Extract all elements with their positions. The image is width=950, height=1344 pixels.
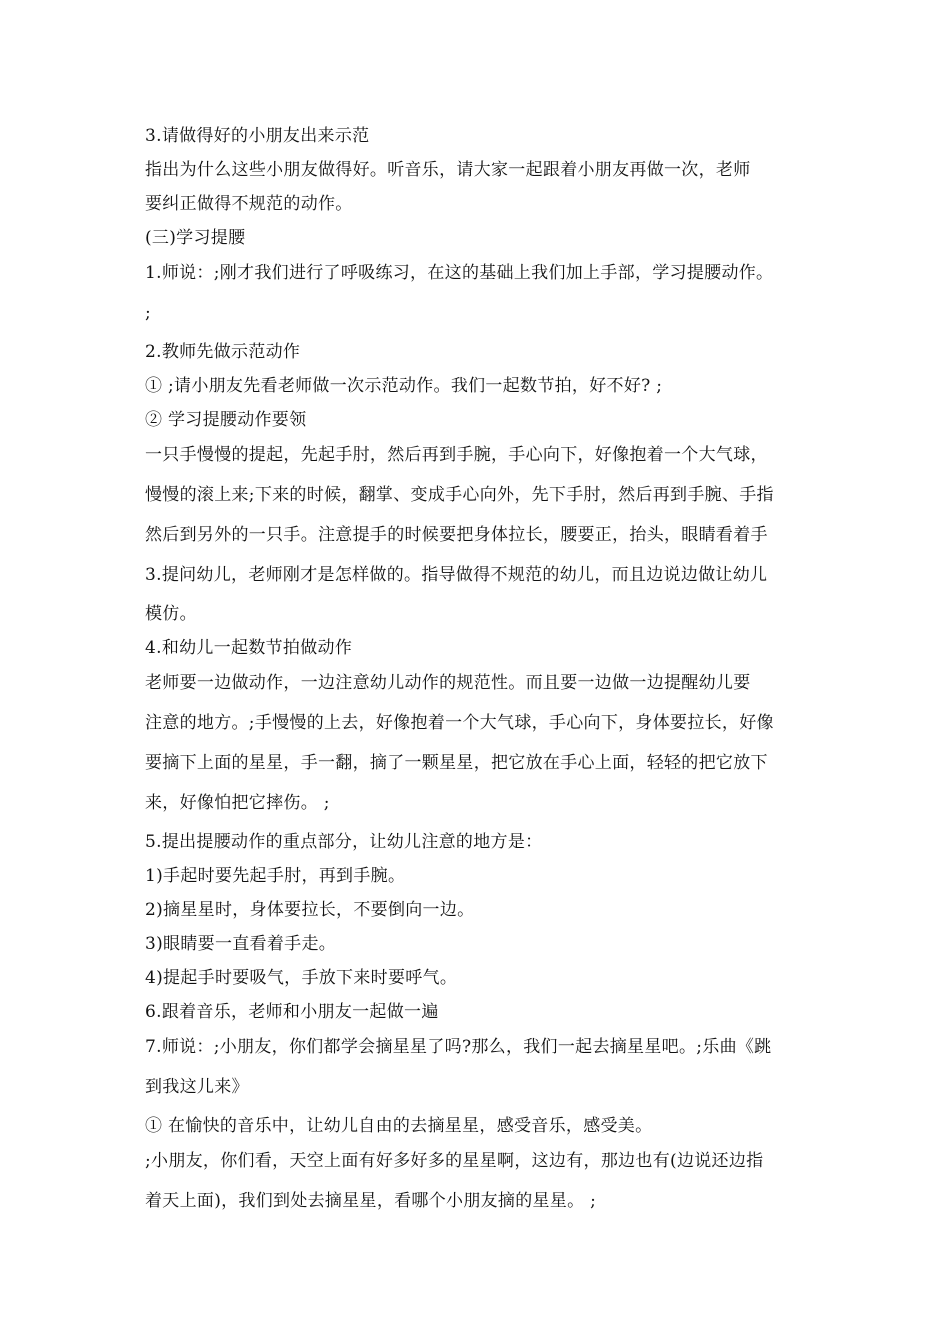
heading-4-count-beats: 4.和幼儿一起数节拍做动作: [145, 638, 353, 658]
paragraph-line: 然后到另外的一只手。注意提手的时候要把身体拉长，腰要正，抬头，眼睛看着手: [145, 525, 768, 545]
section-heading-tiyao: (三)学习提腰: [145, 228, 246, 248]
list-item-2: ② 学习提腰动作要领: [145, 410, 307, 430]
heading-6-follow-music: 6.跟着音乐，老师和小朋友一起做一遍: [145, 1002, 439, 1022]
paragraph-line: 慢慢的滚上来;下来的时候，翻掌、变成手心向外，先下手肘，然后再到手腕、手指: [145, 485, 774, 505]
paragraph-line: 一只手慢慢的提起，先起手肘，然后再到手腕，手心向下，好像抱着一个大气球，: [145, 445, 768, 465]
paragraph-line: 要纠正做得不规范的动作。: [145, 194, 353, 214]
paragraph-line: 7.师说：;小朋友，你们都学会摘星星了吗?那么，我们一起去摘星星吧。;乐曲《跳: [145, 1037, 772, 1057]
key-point-4: 4)提起手时要吸气，手放下来时要呼气。: [145, 968, 458, 988]
key-point-1: 1)手起时要先起手肘，再到手腕。: [145, 866, 406, 886]
heading-5-key-points: 5.提出提腰动作的重点部分，让幼儿注意的地方是：: [145, 832, 543, 852]
paragraph-line: 来，好像怕把它摔伤。 ;: [145, 793, 330, 813]
list-item-1: ① ;请小朋友先看老师做一次示范动作。我们一起数节拍，好不好? ;: [145, 376, 663, 396]
paragraph-line: 老师要一边做动作，一边注意幼儿动作的规范性。而且要一边做一边提醒幼儿要: [145, 673, 751, 693]
heading-3-demo: 3.请做得好的小朋友出来示范: [145, 126, 370, 146]
paragraph-line: 到我这儿来》: [145, 1077, 249, 1097]
paragraph-line: 指出为什么这些小朋友做得好。听音乐，请大家一起跟着小朋友再做一次，老师: [145, 160, 751, 180]
document-body: [145, 119, 817, 1223]
paragraph-line: 要摘下上面的星星，手一翻，摘了一颗星星，把它放在手心上面，轻轻的把它放下: [145, 753, 768, 773]
paragraph-line: 1.师说：;刚才我们进行了呼吸练习，在这的基础上我们加上手部，学习提腰动作。: [145, 263, 774, 283]
paragraph-line: ;: [145, 303, 152, 323]
list-item-1: ① 在愉快的音乐中，让幼儿自由的去摘星星，感受音乐，感受美。: [145, 1116, 653, 1136]
paragraph-line: 着天上面)，我们到处去摘星星，看哪个小朋友摘的星星。 ;: [145, 1191, 597, 1211]
key-point-2: 2)摘星星时，身体要拉长，不要倒向一边。: [145, 900, 475, 920]
key-point-3: 3)眼睛要一直看着手走。: [145, 934, 337, 954]
paragraph-line: ;小朋友，你们看，天空上面有好多好多的星星啊，这边有，那边也有(边说还边指: [145, 1151, 764, 1171]
paragraph-line: 模仿。: [145, 604, 197, 624]
paragraph-line: 3.提问幼儿，老师刚才是怎样做的。指导做得不规范的幼儿，而且边说边做让幼儿: [145, 565, 768, 585]
paragraph-line: 注意的地方。;手慢慢的上去，好像抱着一个大气球，手心向下，身体要拉长，好像: [145, 713, 774, 733]
heading-2-teacher-demo: 2.教师先做示范动作: [145, 342, 301, 362]
